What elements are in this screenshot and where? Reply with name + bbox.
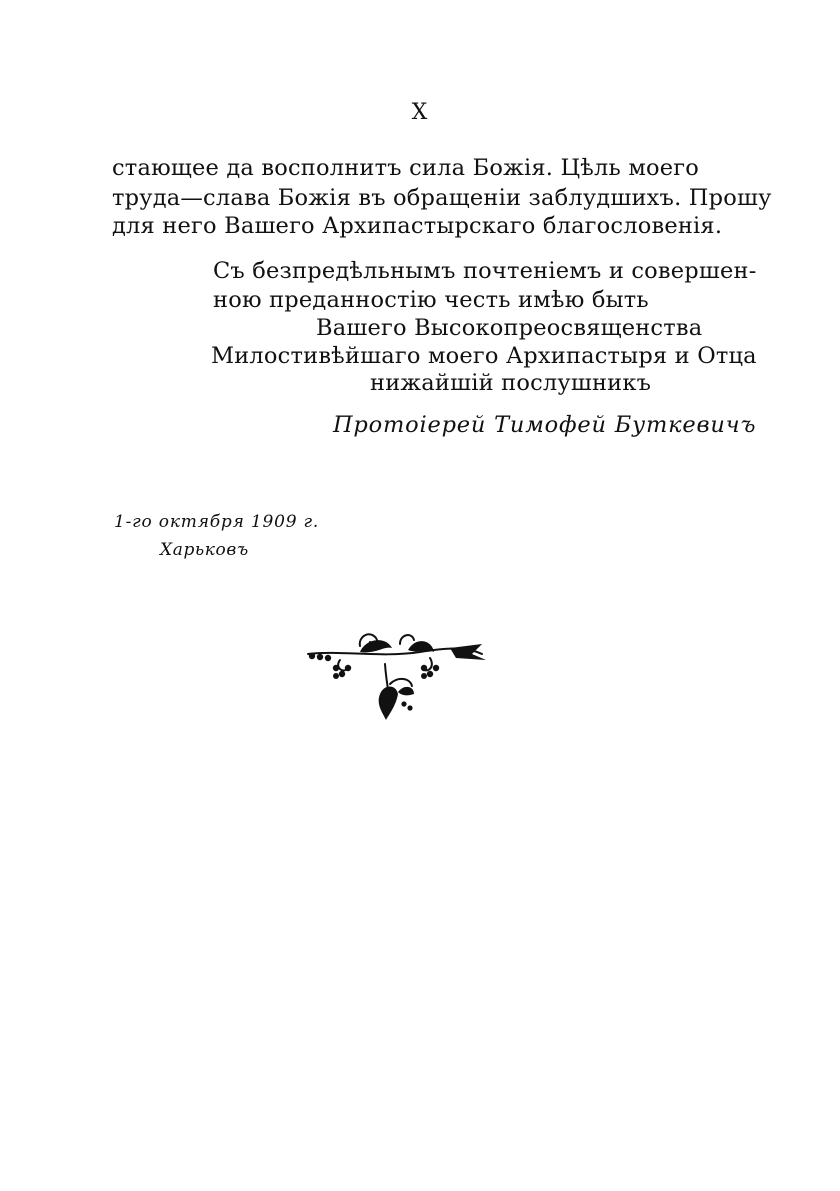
closing-line-1: Съ безпредѣльнымъ почтеніемъ и совершен-	[213, 258, 757, 284]
place-line: Харьковъ	[160, 540, 249, 560]
date-line: 1-го октября 1909 г.	[114, 512, 320, 532]
body-line-3: для него Вашего Архипастырскаго благословенія.	[112, 213, 723, 239]
closing-line-2: ною преданностію честь имѣю быть	[213, 287, 649, 313]
closing-line-4: Милостивѣйшаго моего Архипастыря и Отца	[211, 343, 757, 369]
signature: Протоіерей Тимофей Буткевичъ	[333, 412, 757, 438]
page-number: X	[411, 100, 429, 125]
body-line-1: стающее да восполнитъ сила Божія. Цѣль моего	[112, 155, 700, 181]
body-line-2: труда—слава Божія въ обращеніи заблудшихъ. Прошу	[112, 185, 772, 211]
closing-line-5: нижайшій послушникъ	[370, 370, 652, 396]
vine-ornament-icon	[300, 624, 490, 724]
closing-line-3: Вашего Высокопреосвященства	[316, 315, 703, 341]
